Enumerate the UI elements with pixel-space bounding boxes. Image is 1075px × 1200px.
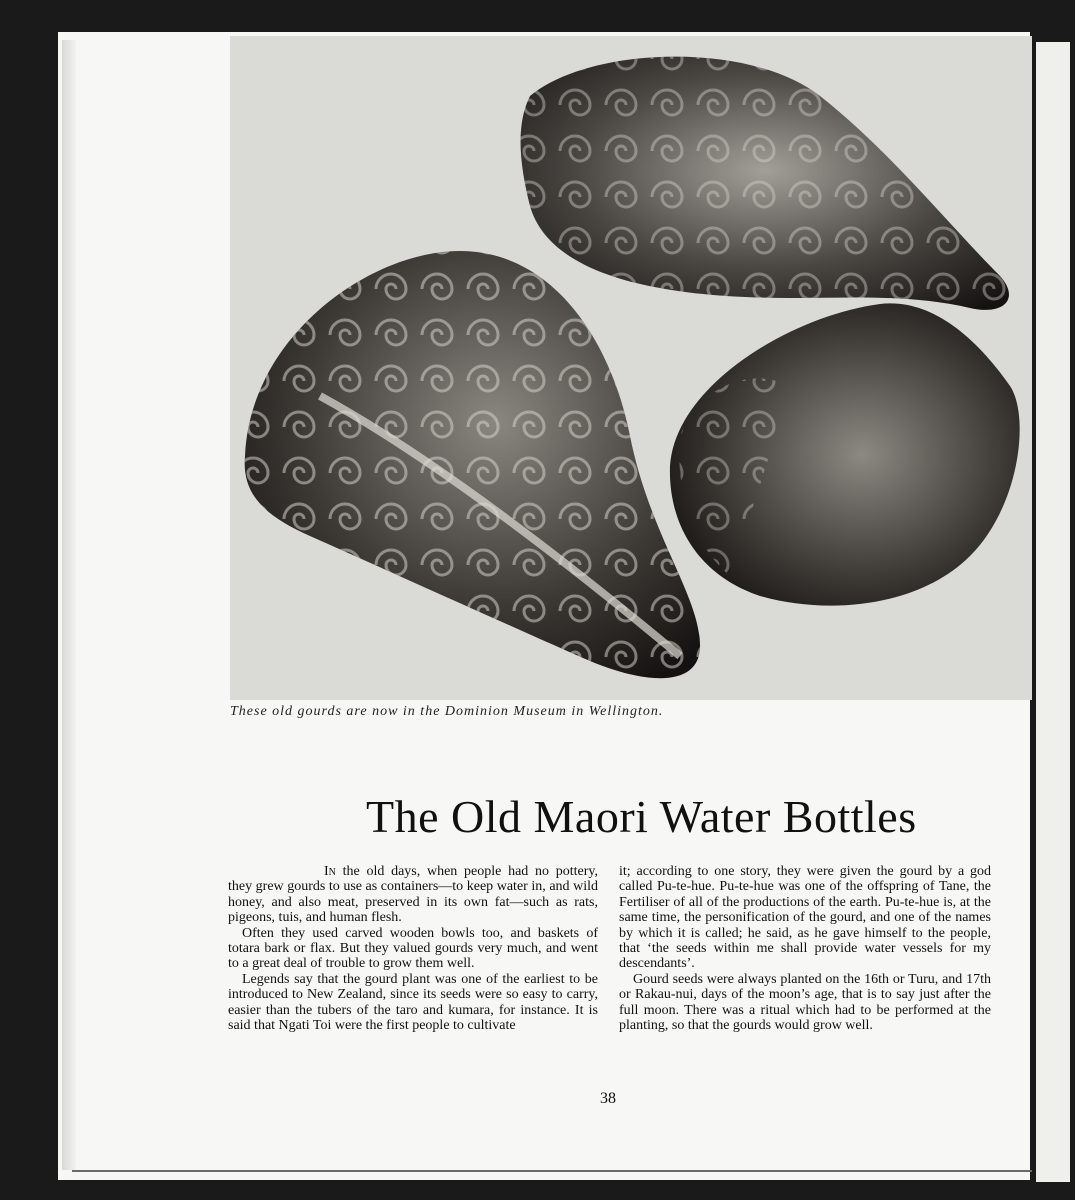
paragraph-4: it; according to one story, they were given the gourd by a god called Pu-te-hue. Pu-te-hue was one of the offspring of Tane, the Fertiliser of all of the productions of the earth. Pu-te-hue is, at the same time, the personification of the gourd, and one of the names by which it is called; he said, as he gave himself to the people, that ‘the seeds within me shall provide water vessels for my descendants’.	[619, 864, 991, 972]
left-column	[228, 864, 598, 1033]
dropcap: In	[324, 864, 336, 879]
page-gutter	[62, 40, 76, 1170]
paragraph-5: Gourd seeds were always planted on the 16th or Turu, and 17th or Rakau-nui, days of the moon’s age, that is to say just after the full moon. There was a ritual which had to be performed at the planting, so that the gourds would grow well.	[619, 971, 991, 1034]
article-title: The Old Maori Water Bottles	[366, 791, 917, 842]
page-number: 38	[600, 1090, 616, 1107]
paragraph-3: Legends say that the gourd plant was one of the earliest to be introduced to New Zealand, since its seeds were so easy to carry, easier than the tubers of the taro and kumara, for instance. It is said that Ngati Toi were the first people to cultivate	[228, 971, 598, 1034]
paragraph-1	[228, 864, 598, 926]
facing-page-edge	[1036, 42, 1070, 1182]
gourds-illustration	[230, 36, 1032, 700]
gourds-photo	[230, 36, 1032, 700]
paragraph-1-text: the old days, when people had no pottery, they grew gourds to use as containers—to keep water in, and wild honey, and also meat, preserved in its own fat—such as rats, pigeons, tuis, and human flesh.	[228, 864, 598, 926]
photo-caption: These old gourds are now in the Dominion Museum in Wellington.	[230, 704, 664, 719]
right-column	[619, 864, 991, 1033]
page-bottom-edge	[72, 1170, 1032, 1172]
paragraph-2: Often they used carved wooden bowls too, and baskets of totara bark or flax. But they valued gourds very much, and went to a great deal of trouble to grow them well.	[228, 925, 598, 972]
